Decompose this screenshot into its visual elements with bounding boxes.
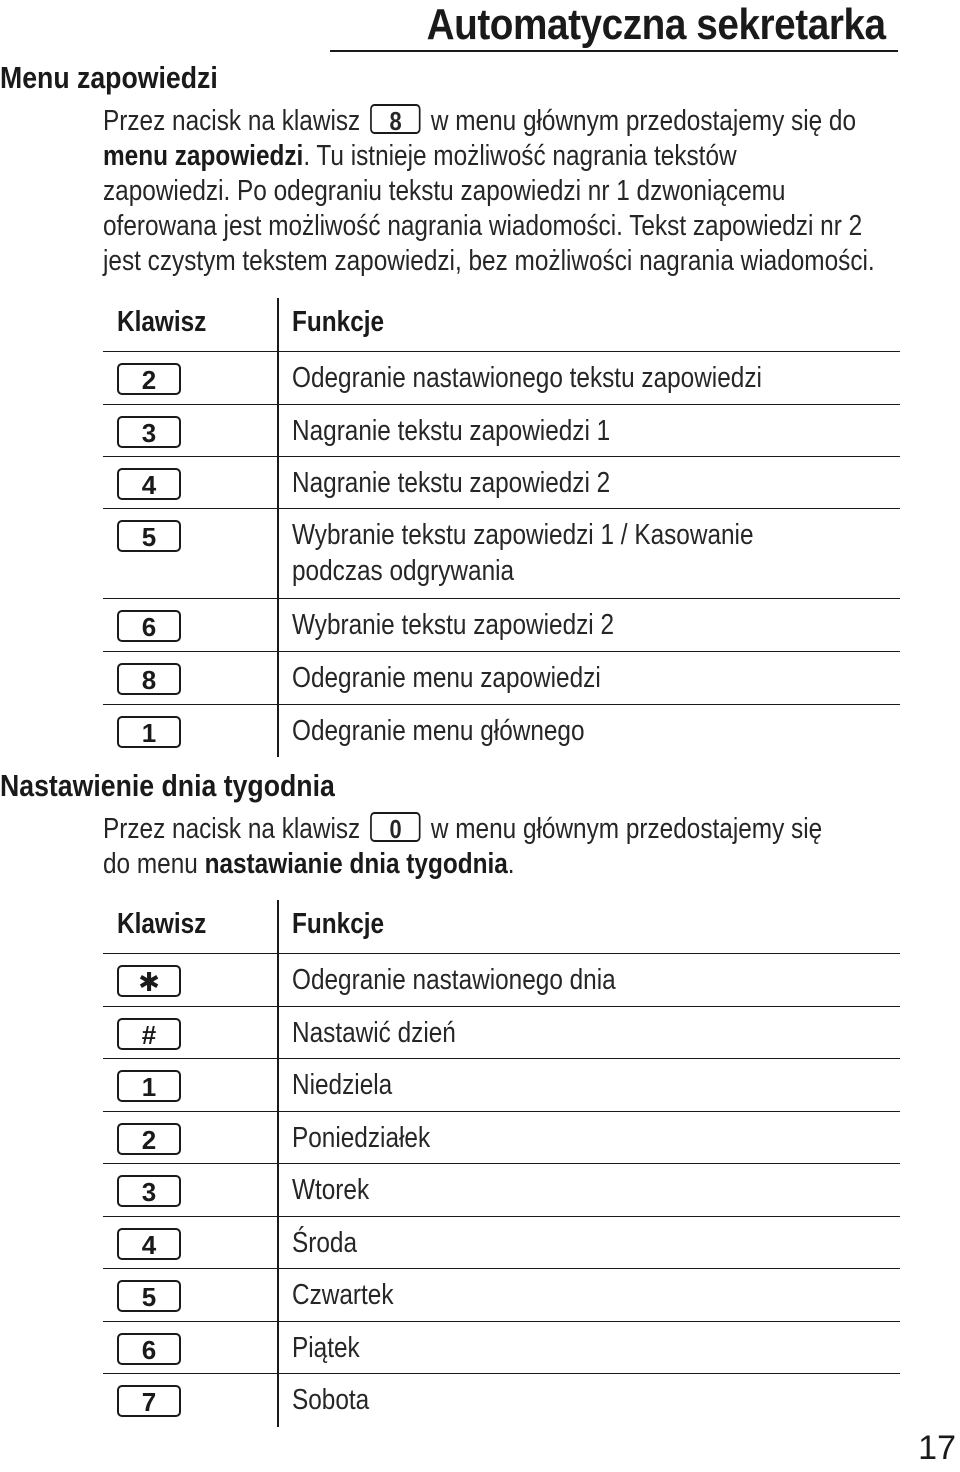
section1-intro <box>103 104 960 279</box>
function-text: Wybranie tekstu zapowiedzi 2 <box>292 609 615 641</box>
key-button-0: 0 <box>370 812 420 842</box>
function-table-dzien-tygodnia <box>103 900 900 1427</box>
intro-line: jest czystym tekstem zapowiedzi, bez możliwości nagrania wiadomości. <box>103 245 875 277</box>
key-button-4: 4 <box>117 1228 181 1260</box>
table-row <box>103 1007 900 1059</box>
function-text: Niedziela <box>292 1069 393 1101</box>
table-row <box>103 509 900 599</box>
section-heading-menu-zapowiedzi: Menu zapowiedzi <box>0 60 218 95</box>
function-text: Czwartek <box>292 1279 394 1311</box>
table-row <box>103 1112 900 1164</box>
key-button-3: 3 <box>117 416 181 448</box>
key-button-7: 7 <box>117 1385 181 1417</box>
function-text: Nastawić dzień <box>292 1017 456 1049</box>
key-button-8: 8 <box>117 663 181 695</box>
key-button-star: ✱ <box>117 965 181 997</box>
table-header-row <box>103 298 900 352</box>
function-text: Odegranie nastawionego dnia <box>292 964 616 996</box>
key-button-3: 3 <box>117 1175 181 1207</box>
table-row <box>103 1059 900 1112</box>
column-header-function: Funkcje <box>292 306 385 338</box>
key-button-1: 1 <box>117 1070 181 1102</box>
intro-line: do menu nastawianie dnia tygodnia. <box>103 848 515 880</box>
function-text: Wybranie tekstu zapowiedzi 1 / Kasowanie podczas odgrywania <box>292 519 754 587</box>
table-row <box>103 457 900 509</box>
table-row <box>103 352 900 405</box>
function-text: Środa <box>292 1227 358 1259</box>
function-text: Sobota <box>292 1384 370 1416</box>
column-header-key: Klawisz <box>117 306 207 338</box>
key-button-2: 2 <box>117 363 181 395</box>
table-row <box>103 1322 900 1374</box>
key-button-1: 1 <box>117 716 181 748</box>
key-button-hash: # <box>117 1018 181 1050</box>
column-header-key: Klawisz <box>117 908 207 940</box>
table-row <box>103 652 900 705</box>
table-header-row <box>103 900 900 954</box>
function-table-zapowiedzi <box>103 298 900 757</box>
table-row <box>103 599 900 652</box>
function-text: Nagranie tekstu zapowiedzi 1 <box>292 415 611 447</box>
page-number: 17 <box>918 1429 956 1467</box>
page-title: Automatyczna sekretarka <box>426 0 886 49</box>
function-text: Odegranie menu zapowiedzi <box>292 662 601 694</box>
table-row <box>103 954 900 1007</box>
intro-line: zapowiedzi. Po odegraniu tekstu zapowiedzi nr 1 dzwoniącemu <box>103 175 786 207</box>
intro-line: oferowana jest możliwość nagrania wiadomości. Tekst zapowiedzi nr 2 <box>103 210 863 242</box>
function-text: Odegranie menu głównego <box>292 715 585 747</box>
intro-line: menu zapowiedzi. Tu istnieje możliwość nagrania tekstów <box>103 140 737 172</box>
key-button-2: 2 <box>117 1123 181 1155</box>
key-button-5: 5 <box>117 1280 181 1312</box>
function-text: Odegranie nastawionego tekstu zapowiedzi <box>292 362 762 394</box>
key-button-6: 6 <box>117 1333 181 1365</box>
section-heading-nastawienie-dnia: Nastawienie dnia tygodnia <box>0 768 335 803</box>
key-button-4: 4 <box>117 468 181 500</box>
intro-line: Przez nacisk na klawisz 8 w menu głównym przedostajemy się do <box>103 105 857 137</box>
section2-intro <box>103 812 959 882</box>
table-row <box>103 1164 900 1217</box>
title-underline <box>330 50 898 52</box>
intro-line: Przez nacisk na klawisz 0 w menu głównym przedostajemy się <box>103 813 823 845</box>
table-row <box>103 705 900 757</box>
function-text: Piątek <box>292 1332 360 1364</box>
function-text: Poniedziałek <box>292 1122 431 1154</box>
key-button-6: 6 <box>117 610 181 642</box>
key-button-8: 8 <box>370 104 420 134</box>
table-row <box>103 405 900 457</box>
column-header-function: Funkcje <box>292 908 385 940</box>
table-row <box>103 1217 900 1269</box>
function-text: Wtorek <box>292 1174 370 1206</box>
table-row <box>103 1374 900 1427</box>
key-button-5: 5 <box>117 520 181 552</box>
table-row <box>103 1269 900 1322</box>
function-text: Nagranie tekstu zapowiedzi 2 <box>292 467 611 499</box>
